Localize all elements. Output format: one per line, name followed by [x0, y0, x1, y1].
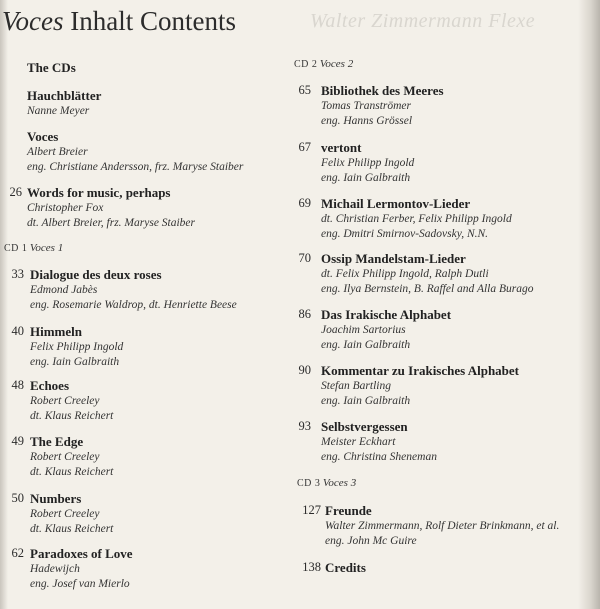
- entry-translators: eng. Iain Galbraith: [321, 394, 411, 407]
- toc-entry: [11, 434, 114, 479]
- toc-entry: [11, 324, 124, 369]
- entry-author: Edmond Jabès: [30, 284, 98, 296]
- page-number: 138: [302, 560, 321, 574]
- page-title: [2, 6, 236, 37]
- entry-title: Paradoxes of Love: [30, 546, 133, 561]
- cd-name: Voces 1: [29, 242, 64, 254]
- toc-entry: [302, 560, 366, 576]
- page-number: 50: [11, 491, 24, 505]
- toc-entry: [11, 378, 114, 423]
- page-number: 127: [302, 503, 321, 517]
- entry-translators: eng. Josef van Mierlo: [30, 577, 130, 590]
- entry-title: Credits: [325, 560, 366, 575]
- entry-title: Das Irakische Alphabet: [321, 307, 452, 322]
- cd-label: CD 2: [294, 59, 318, 70]
- toc-entry: [9, 185, 196, 230]
- entry-author: Christopher Fox: [27, 202, 104, 214]
- entry-author: Felix Philipp Ingold: [30, 341, 124, 353]
- entry-translators: eng. Christiane Andersson, frz. Maryse Staiber: [27, 160, 244, 173]
- toc-entry: [298, 307, 452, 352]
- page-number: 67: [298, 140, 311, 154]
- entry-author: Tomas Tranströmer: [321, 100, 412, 112]
- entry-author: Robert Creeley: [30, 451, 100, 463]
- toc-entry: [11, 491, 114, 536]
- entry-author: Nanne Meyer: [27, 105, 90, 117]
- toc-entry: [27, 129, 243, 174]
- page-number: 65: [298, 83, 311, 97]
- entry-title: Echoes: [30, 378, 69, 393]
- entry-translators: eng. Iain Galbraith: [321, 338, 411, 351]
- cd-header: [297, 477, 356, 489]
- toc-entry: [298, 419, 437, 464]
- page-number: 70: [298, 251, 311, 265]
- entry-title: vertont: [321, 140, 362, 155]
- page-number: 26: [9, 185, 22, 199]
- entry-translators: eng. Iain Galbraith: [321, 171, 411, 184]
- toc-entry: [298, 196, 512, 241]
- entry-title: Michail Lermontov-Lieder: [321, 196, 471, 211]
- page-number: 90: [298, 363, 311, 377]
- entry-translators: eng. John Mc Guire: [325, 534, 417, 547]
- entry-author: Stefan Bartling: [321, 380, 391, 392]
- page-gutter-shadow: [0, 0, 8, 609]
- toc-entry: [298, 251, 534, 296]
- entry-author: Albert Breier: [27, 146, 88, 158]
- page-number: 40: [11, 324, 24, 338]
- cd-name: Voces 3: [322, 477, 357, 489]
- page-number: 62: [11, 546, 24, 560]
- entry-translators: eng. Dmitri Smirnov-Sadovsky, N.N.: [321, 227, 489, 240]
- entry-translators: dt. Felix Philipp Ingold, Ralph Dutli: [321, 268, 489, 280]
- title-italic: Voces: [2, 6, 64, 36]
- page-number: 48: [11, 378, 24, 392]
- entry-title: Bibliothek des Meeres: [321, 83, 444, 98]
- toc-entry: [11, 267, 237, 312]
- page-number: 93: [298, 419, 311, 433]
- page-number: 69: [298, 196, 311, 210]
- entry-translators: dt. Klaus Reichert: [30, 522, 114, 535]
- entry-title: Himmeln: [30, 324, 82, 339]
- entry-translators: eng. Rosemarie Waldrop, dt. Henriette Beese: [30, 298, 237, 311]
- entry-author: Walter Zimmermann, Rolf Dieter Brinkmann, et al.: [325, 520, 560, 532]
- cd-label: CD 3: [297, 478, 321, 489]
- cd-name: Voces 2: [319, 58, 354, 70]
- entry-title: Freunde: [325, 503, 372, 518]
- entry-title: Hauchblätter: [27, 88, 102, 103]
- entry-translators: eng. Christina Sheneman: [321, 450, 437, 463]
- bleed-through-text: Walter Zimmermann Flexe: [310, 10, 536, 32]
- entry-translators: eng. Hanns Grössel: [321, 114, 413, 127]
- entry-author: Joachim Sartorius: [321, 324, 406, 336]
- entry-translators: eng. Ilya Bernstein, B. Raffel and Alla Burago: [321, 282, 534, 295]
- cd-label: CD 1: [4, 243, 28, 254]
- entry-translators: dt. Klaus Reichert: [30, 465, 114, 478]
- entry-author: Hadewijch: [30, 563, 80, 575]
- toc-entry: [298, 83, 444, 128]
- entry-title: Dialogue des deux roses: [30, 267, 162, 282]
- toc-entry: [298, 363, 520, 408]
- entry-title: Voces: [27, 129, 59, 144]
- cd-header: [294, 58, 353, 70]
- toc-entry: [27, 88, 101, 119]
- toc-entry: [298, 140, 415, 185]
- entry-translators: eng. Iain Galbraith: [30, 355, 120, 368]
- entry-author: Robert Creeley: [30, 508, 100, 520]
- entry-translators: dt. Klaus Reichert: [30, 409, 114, 422]
- entry-translators: dt. Albert Breier, frz. Maryse Staiber: [27, 216, 196, 229]
- entry-author: Meister Eckhart: [321, 436, 396, 448]
- entry-translators: dt. Christian Ferber, Felix Philipp Ingold: [321, 213, 512, 225]
- entry-title: Words for music, perhaps: [27, 185, 171, 200]
- entry-title: Numbers: [30, 491, 82, 506]
- entry-title: The Edge: [30, 434, 84, 449]
- page-number: 49: [11, 434, 24, 448]
- entry-title: Ossip Mandelstam-Lieder: [321, 251, 466, 266]
- title-rest: Inhalt Contents: [70, 6, 236, 36]
- toc-entry: [302, 503, 560, 548]
- toc-entry: [11, 546, 133, 591]
- page-number: 86: [298, 307, 311, 321]
- entry-author: Robert Creeley: [30, 395, 100, 407]
- entry-title: Kommentar zu Irakisches Alphabet: [321, 363, 520, 378]
- entry-title: Selbstvergessen: [321, 419, 408, 434]
- entry-author: Felix Philipp Ingold: [321, 157, 415, 169]
- page-number: 33: [11, 267, 24, 281]
- cd-header: [4, 242, 63, 254]
- toc-entry-the-cds: [27, 60, 76, 76]
- entry-title: The CDs: [27, 60, 76, 75]
